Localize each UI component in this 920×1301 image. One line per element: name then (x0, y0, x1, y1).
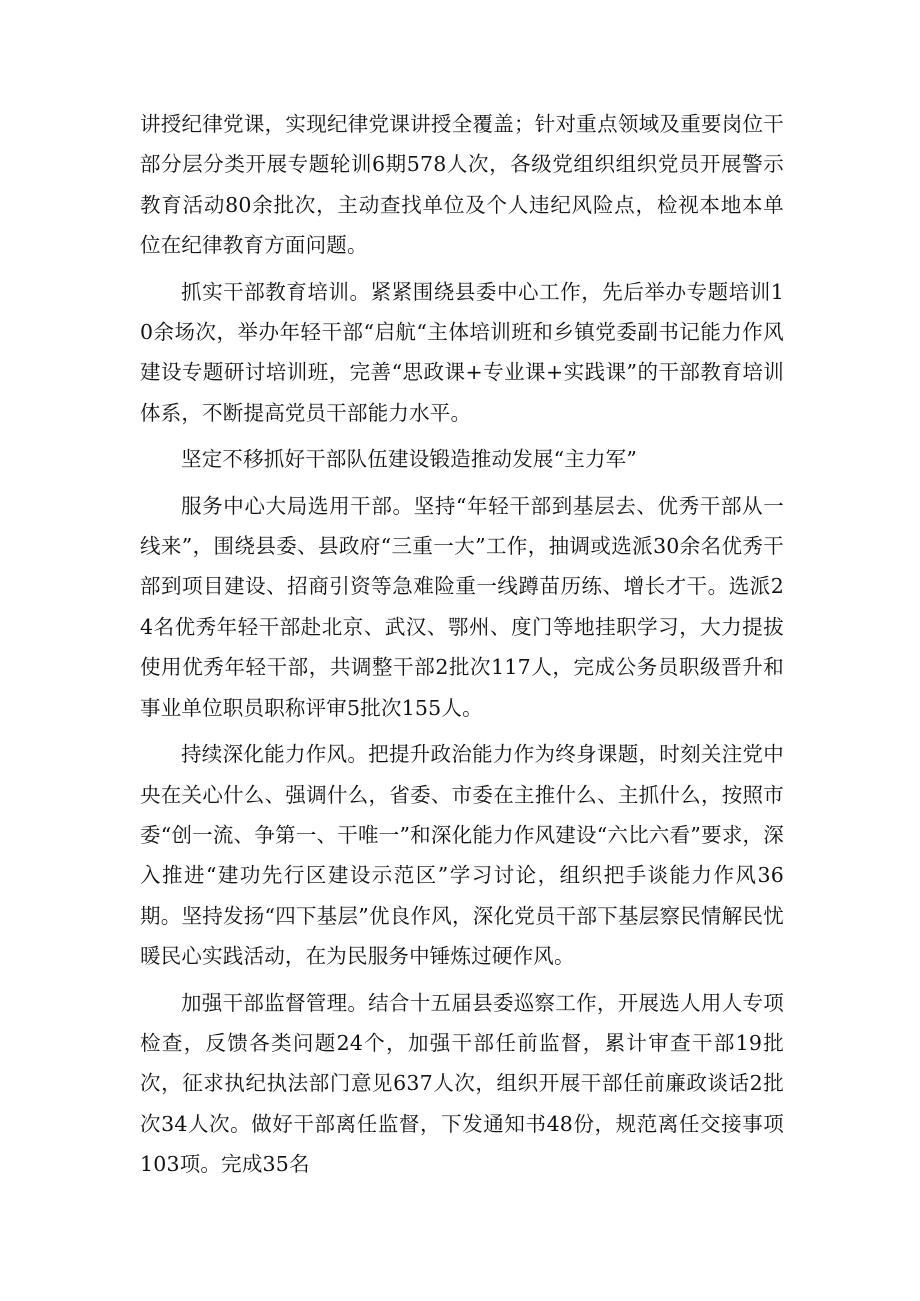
paragraph-3: 服务中心大局选用干部。坚持“年轻干部到基层去、优秀干部从一线来”，围绕县委、县政府“三重一大”工作，抽调或选派30余名优秀干部到项目建设、招商引资等急难险重一线蹲苗历练、增长才干。选派24名优秀年轻干部赴北京、武汉、鄂州、度门等地挂职学习，大力提拔使用优秀年轻干部，共调整干部2批次117人，完成公务员职级晋升和事业单位职员职称评审5批次155人。 (140, 493, 784, 720)
document-body (140, 104, 784, 1191)
paragraph-2: 抓实干部教育培训。紧紧围绕县委中心工作，先后举办专题培训10余场次，举办年轻干部“启航“主体培训班和乡镇党委副书记能力作风建设专题研讨培训班，完善“思政课+专业课+实践课”的干部教育培训体系，不断提高党员干部能力水平。 (140, 279, 784, 425)
paragraph-4: 持续深化能力作风。把提升政治能力作为终身课题，时刻关注党中央在关心什么、强调什么，省委、市委在主推什么、主抓什么，按照市委“创一流、争第一、干唯一”和深化能力作风建设“六比六看”要求，深入推进“建功先行区建设示范区”学习讨论，组织把手谈能力作风36期。坚持发扬“四下基层”优良作风，深化党员干部下基层察民情解民忧暖民心实践活动，在为民服务中锤炼过硬作风。 (140, 742, 784, 969)
paragraph-5: 加强干部监督管理。结合十五届县委巡察工作，开展选人用人专项检查，反馈各类问题24个，加强干部任前监督，累计审查干部19批次，征求执纪执法部门意见637人次，组织开展干部任前廉政谈话2批次34人次。做好干部离任监督，下发通知书48份，规范离任交接事项103项。完成35名 (140, 990, 784, 1177)
section-heading: 坚定不移抓好干部队伍建设锻造推动发展“主力军” (181, 447, 638, 472)
paragraph-1: 讲授纪律党课，实现纪律党课讲授全覆盖；针对重点领域及重要岗位干部分层分类开展专题轮训6期578人次，各级党组织组织党员开展警示教育活动80余批次，主动查找单位及个人违纪风险点，检视本地本单位在纪律教育方面问题。 (140, 112, 784, 258)
